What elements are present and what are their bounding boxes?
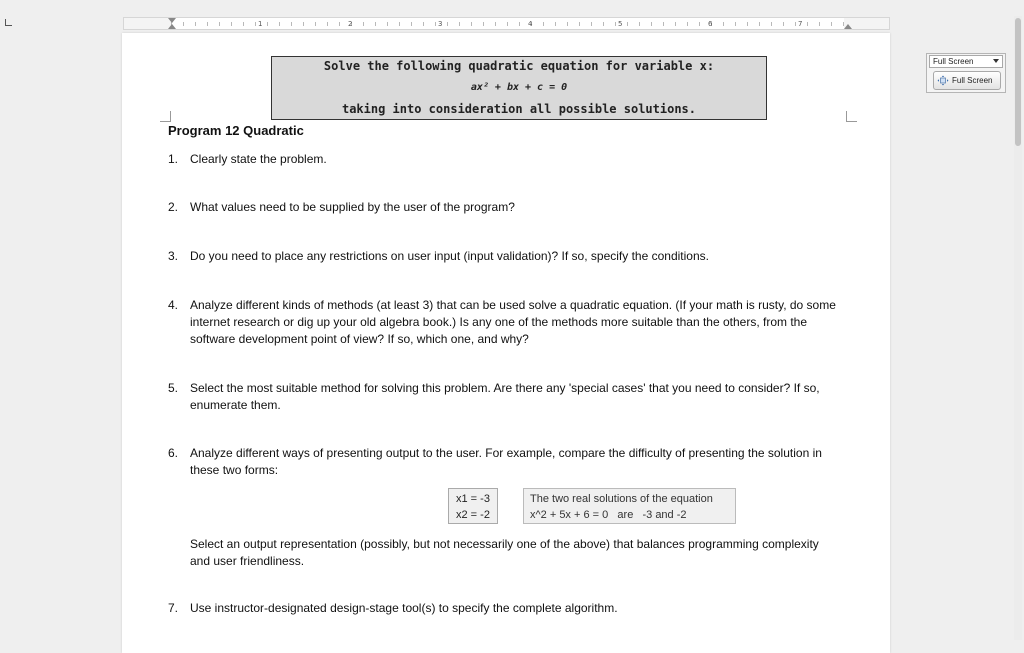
question-number: 1. bbox=[168, 152, 179, 166]
view-mode-value: Full Screen bbox=[933, 57, 974, 66]
output-example-short bbox=[448, 488, 498, 524]
right-indent-marker[interactable] bbox=[844, 24, 852, 29]
question-number: 5. bbox=[168, 381, 179, 395]
first-line-indent-marker[interactable] bbox=[168, 18, 176, 23]
ruler-number: 5 bbox=[618, 20, 623, 28]
question-item bbox=[168, 248, 838, 265]
question-number: 7. bbox=[168, 601, 179, 615]
question-text: Analyze different ways of presenting output to the user. For example, compare the difficulty of presenting the solution in these two forms: bbox=[190, 446, 822, 477]
question-text: Analyze different kinds of methods (at least 3) that can be used solve a quadratic equation. (If your math is rusty, do some internet research or dig up your old algebra book.) Is any one of the methods more suitable than the others, from the software development point of view? If so, which one, and why? bbox=[190, 298, 836, 346]
question-followup bbox=[168, 536, 838, 570]
example-line: x1 = -3 bbox=[456, 493, 490, 505]
problem-line: taking into consideration all possible solutions. bbox=[341, 102, 696, 116]
output-example-sentence bbox=[523, 488, 736, 524]
problem-line: Solve the following quadratic equation for variable x: bbox=[323, 59, 715, 73]
fullscreen-panel bbox=[926, 53, 1006, 93]
ruler-number: 4 bbox=[528, 20, 533, 28]
question-number: 2. bbox=[168, 200, 179, 214]
question-text: Do you need to place any restrictions on user input (input validation)? If so, specify the conditions. bbox=[190, 249, 709, 263]
question-text: Use instructor-designated design-stage tool(s) to specify the complete algorithm. bbox=[190, 601, 618, 615]
problem-statement-box bbox=[271, 56, 767, 120]
question-text: Select an output representation (possibly, but not necessarily one of the above) that balances programming complexity and user friendliness. bbox=[190, 537, 819, 568]
quadratic-equation: ax² + bx + c = 0 bbox=[470, 82, 568, 93]
expand-arrows-icon bbox=[937, 75, 949, 86]
question-item bbox=[168, 199, 838, 216]
example-line: x2 = -2 bbox=[456, 509, 490, 521]
full-screen-label: Full Screen bbox=[952, 76, 993, 85]
question-number: 4. bbox=[168, 298, 179, 312]
margin-corner-mark bbox=[160, 111, 171, 122]
ruler-number: 6 bbox=[708, 20, 713, 28]
view-mode-select[interactable] bbox=[929, 55, 1003, 68]
example-line: x^2 + 5x + 6 = 0 are -3 and -2 bbox=[530, 509, 687, 521]
full-screen-button[interactable] bbox=[933, 71, 1001, 90]
vertical-scrollbar[interactable] bbox=[1014, 16, 1022, 640]
question-text: Clearly state the problem. bbox=[190, 152, 327, 166]
tab-stop-icon[interactable] bbox=[5, 19, 12, 26]
hanging-indent-marker[interactable] bbox=[168, 24, 176, 29]
question-item bbox=[168, 445, 838, 479]
document-page[interactable] bbox=[122, 33, 890, 653]
chevron-down-icon bbox=[993, 59, 999, 63]
question-item bbox=[168, 380, 838, 414]
horizontal-ruler[interactable] bbox=[123, 17, 890, 30]
page-title: Program 12 Quadratic bbox=[168, 123, 304, 138]
scrollbar-thumb[interactable] bbox=[1015, 18, 1021, 146]
question-item bbox=[168, 297, 838, 348]
ruler-number: 1 bbox=[258, 20, 263, 28]
question-item bbox=[168, 151, 838, 168]
ruler-number: 7 bbox=[798, 20, 803, 28]
question-text: What values need to be supplied by the user of the program? bbox=[190, 200, 515, 214]
margin-corner-mark bbox=[846, 111, 857, 122]
example-line: The two real solutions of the equation bbox=[530, 493, 713, 505]
question-text: Select the most suitable method for solving this problem. Are there any 'special cases' that you need to consider? If so, enumerate them. bbox=[190, 381, 820, 412]
question-number: 6. bbox=[168, 446, 179, 460]
ruler-number: 2 bbox=[348, 20, 353, 28]
ruler-number: 3 bbox=[438, 20, 443, 28]
question-item bbox=[168, 600, 838, 617]
ruler-measure-area bbox=[171, 18, 844, 29]
question-number: 3. bbox=[168, 249, 179, 263]
